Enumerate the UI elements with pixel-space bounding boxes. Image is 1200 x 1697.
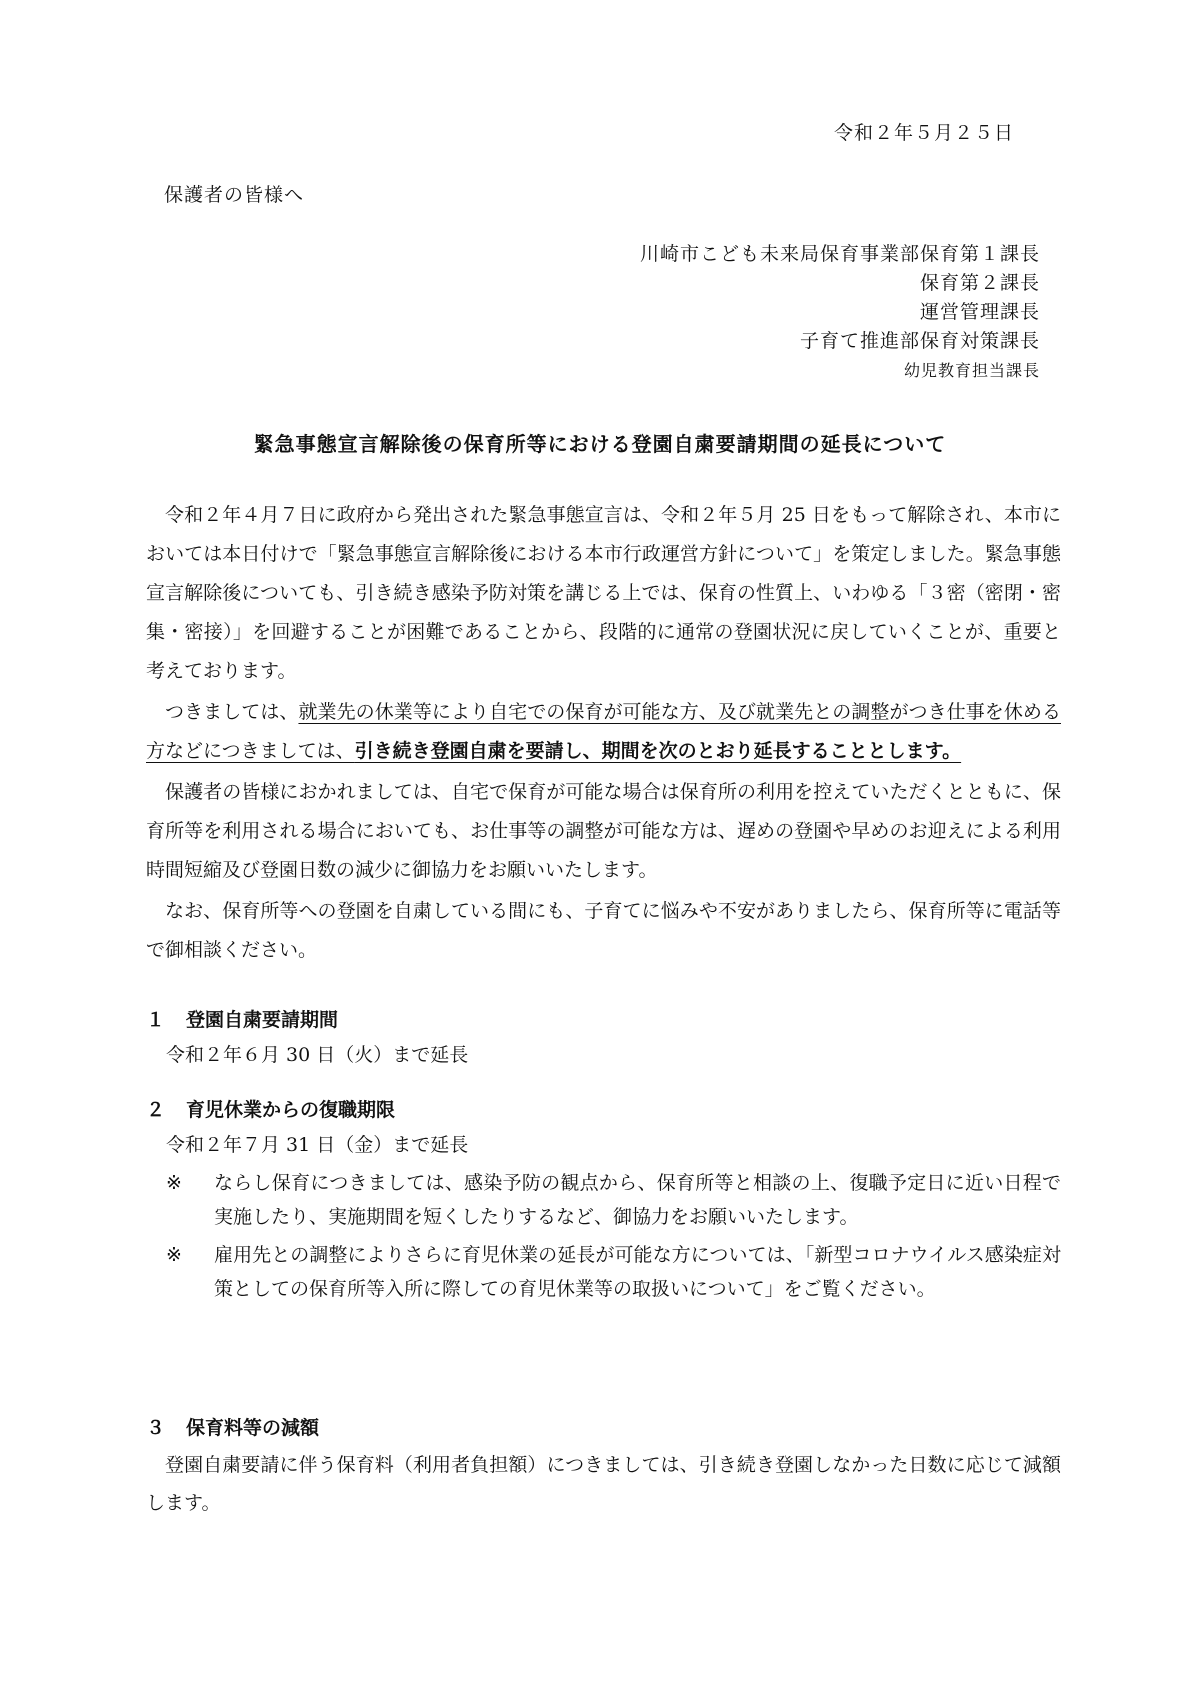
section-2 <box>146 1092 1061 1310</box>
sender-line: 幼児教育担当課長 <box>903 361 1040 380</box>
document-date: 令和２年５月２５日 <box>833 122 1014 144</box>
body-paragraph: 保護者の皆様におかれましては、自宅で保育が可能な場合は保育所の利用を控えていただくとともに、保育所等を利用される場合においても、お仕事等の調整が可能な方は、遅めの登園や早めのお迎えによる利用時間短縮及び登園日数の減少に御協力をお願いいたします。 <box>146 781 1061 881</box>
note-text: 雇用先との調整によりさらに育児休業の延長が可能な方については、「新型コロナウイルス感染症対策としての保育所等入所に際しての育児休業等の取扱いについて」をご覧ください。 <box>214 1244 1061 1300</box>
section-1 <box>146 1002 1061 1072</box>
document-body <box>146 496 1061 972</box>
sender-line: 保育第２課長 <box>919 272 1040 294</box>
section-content: 令和２年７月 31 日（金）まで延長 <box>166 1134 469 1156</box>
request-lead: つきましては、 <box>165 701 299 723</box>
section-heading <box>146 1002 1061 1038</box>
note-item <box>146 1166 1061 1234</box>
request-emphasis: 引き続き登園自粛を要請し、期間を次のとおり延長することとします。 <box>354 740 962 762</box>
note-mark: ※ <box>166 1244 182 1266</box>
section-number: ２ <box>146 1099 166 1121</box>
body-paragraph-request <box>146 693 1061 771</box>
body-paragraph: なお、保育所等への登園を自粛している間にも、子育てに悩みや不安がありましたら、保育所等に電話等で御相談ください。 <box>146 900 1061 961</box>
note-mark: ※ <box>166 1172 182 1194</box>
section-3 <box>146 1410 1061 1522</box>
note-text: ならし保育につきましては、感染予防の観点から、保育所等と相談の上、復職予定日に近い日程で実施したり、実施期間を短くしたりするなど、御協力をお願いいたします。 <box>214 1172 1061 1228</box>
sender-line: 子育て推進部保育対策課長 <box>799 330 1040 352</box>
section-heading <box>146 1410 1061 1446</box>
addressee: 保護者の皆様へ <box>164 184 305 206</box>
section-title: 育児休業からの復職期限 <box>186 1099 396 1121</box>
sender-line: 川崎市こども未来局保育事業部保育第１課長 <box>639 243 1040 265</box>
section-content: 令和２年６月 30 日（火）まで延長 <box>166 1044 469 1066</box>
section-number: ３ <box>146 1417 166 1439</box>
section-number: １ <box>146 1009 166 1031</box>
section-title: 保育料等の減額 <box>186 1417 320 1439</box>
note-item <box>146 1238 1061 1306</box>
sender-line: 運営管理課長 <box>919 301 1040 323</box>
notes-list <box>146 1166 1061 1306</box>
section-heading <box>146 1092 1061 1128</box>
section-title: 登園自粛要請期間 <box>186 1009 339 1031</box>
request-underlined: 就業先の休業等により自宅での保育が可能な方、及び就業先との調整がつき仕事を休める方などにつきましては、 <box>146 701 1061 762</box>
sender-block <box>640 240 1040 385</box>
body-paragraph: 令和２年４月７日に政府から発出された緊急事態宣言は、令和２年５月 25 日をもって解除され、本市においては本日付けで「緊急事態宣言解除後における本市行政運営方針について」を策定しました。緊急事態宣言解除後についても、引き続き感染予防対策を講じる上では、保育の性質上、いわゆる「３密（密閉・密集・密接）」を回避することが困難であることから、段階的に通常の登園状況に戻していくことが、重要と考えております。 <box>146 504 1061 682</box>
section-content: 登園自粛要請に伴う保育料（利用者負担額）につきましては、引き続き登園しなかった日数に応じて減額します。 <box>146 1454 1061 1514</box>
document-title: 緊急事態宣言解除後の保育所等における登園自粛要請期間の延長について <box>253 432 947 456</box>
